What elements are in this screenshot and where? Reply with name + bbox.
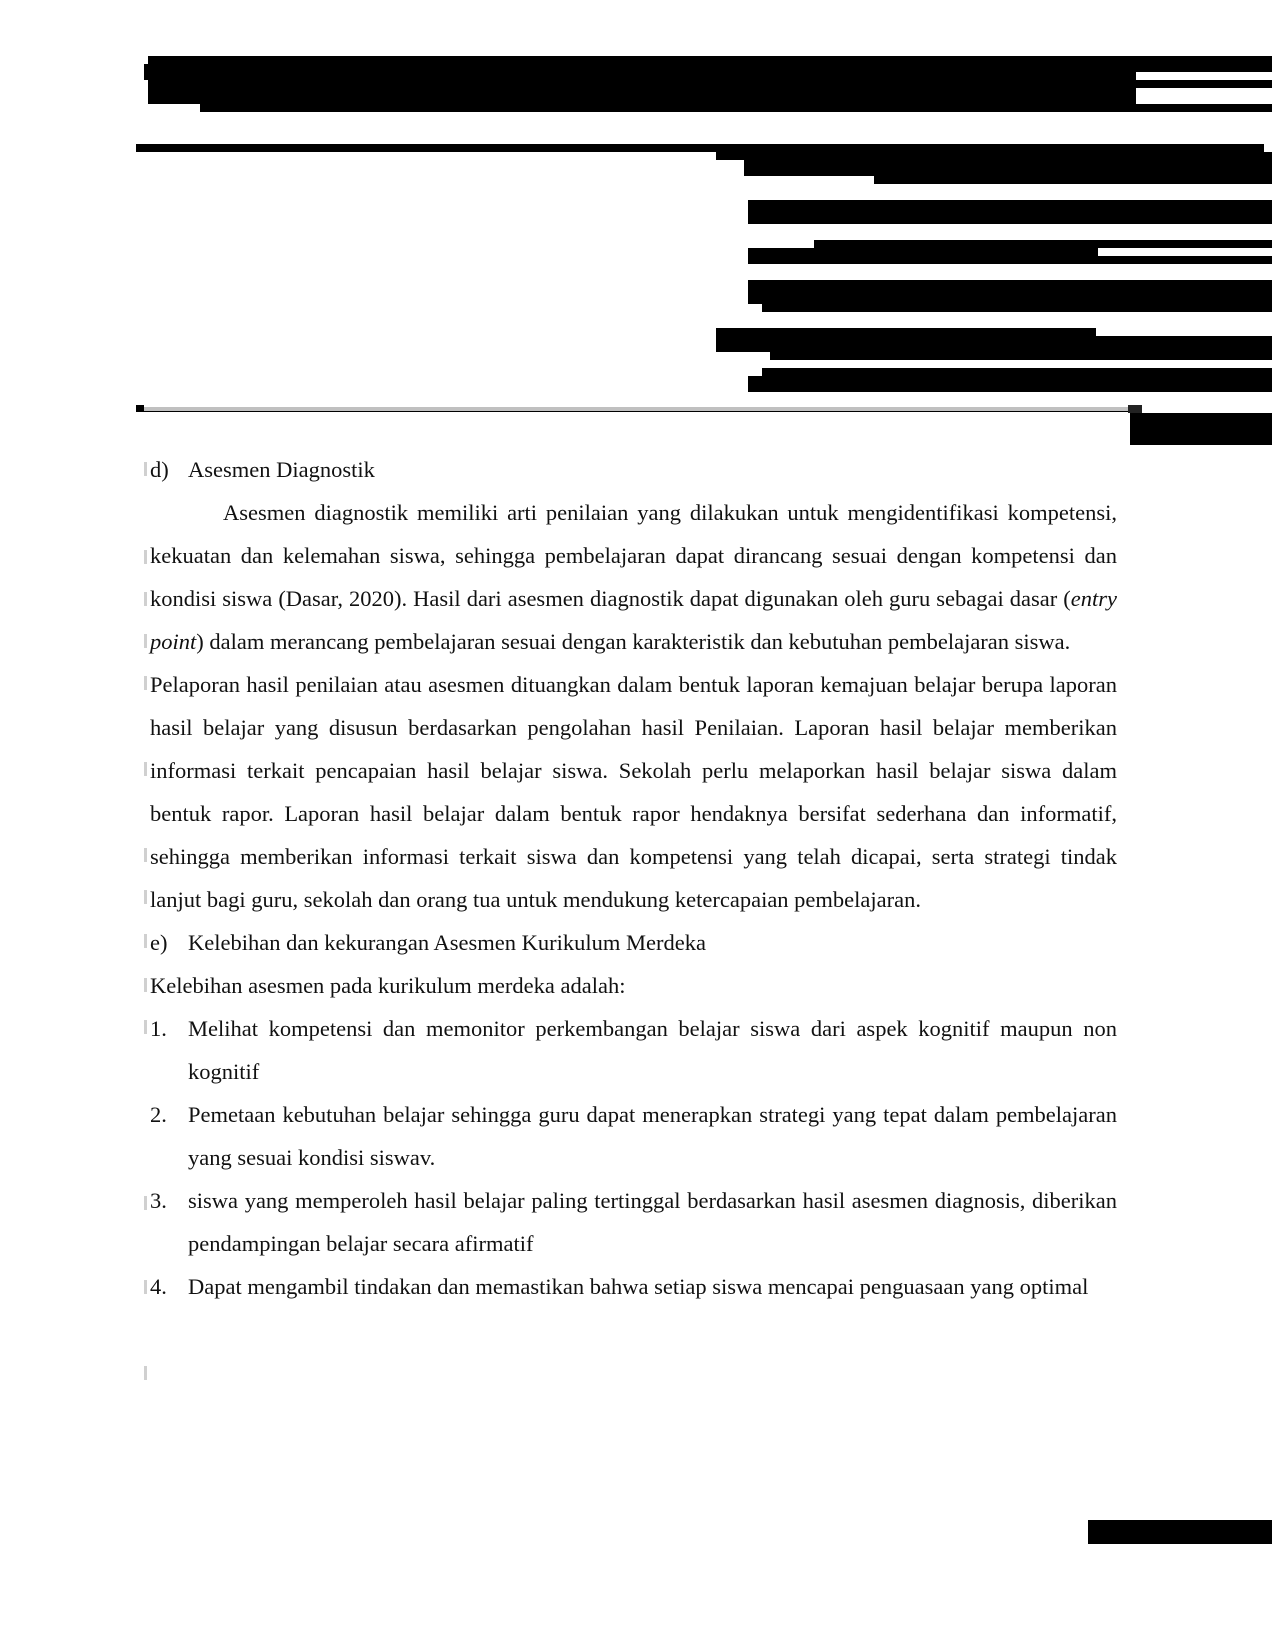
margin-marker [144, 1196, 147, 1210]
margin-marker [144, 762, 147, 776]
redacted-info-line-6 [762, 368, 1272, 376]
list-text: Pemetaan kebutuhan belajar sehingga guru dapat menerapkan strategi yang tepat dalam pembelajaran yang sesuai kondisi siswav. [188, 1102, 1117, 1170]
redacted-info-line-6b [748, 376, 1272, 392]
redacted-info-line-5b [716, 336, 1272, 352]
redaction-notch [144, 56, 148, 64]
redacted-info-line-5c [770, 352, 1272, 360]
redacted-info-line-1 [716, 152, 1272, 160]
margin-marker [144, 1280, 147, 1294]
redacted-info-line-2 [748, 200, 1272, 224]
redacted-info-line-3d [748, 256, 1272, 264]
advantage-list-item-3 [150, 1179, 1117, 1265]
section-e-title: Kelebihan dan kekurangan Asesmen Kurikulum Merdeka [188, 930, 706, 955]
margin-marker [144, 550, 147, 564]
paragraph-1-text-b: ) dalam merancang pembelajaran sesuai dengan karakteristik dan kebutuhan pembelajaran siswa. [196, 629, 1071, 654]
margin-marker [144, 890, 147, 904]
section-d-heading [150, 448, 1117, 491]
list-number: 1. [150, 1016, 167, 1041]
redaction-notch [1136, 72, 1272, 80]
redacted-info-line-5 [716, 328, 1096, 336]
margin-marker [144, 1366, 147, 1380]
list-text: siswa yang memperoleh hasil belajar paling tertinggal berdasarkan hasil asesmen diagnosis, diberikan pendampingan belajar secara afirmatif [188, 1188, 1117, 1256]
advantage-list-item-2 [150, 1093, 1117, 1179]
section-e-intro: Kelebihan asesmen pada kurikulum merdeka adalah: [150, 973, 626, 998]
header-divider-black [140, 411, 1130, 412]
divider-left-cap [136, 405, 144, 412]
redacted-info-line-4b [762, 304, 1272, 312]
redacted-footer-page-number [1088, 1520, 1272, 1544]
margin-marker [144, 1020, 147, 1034]
document-body [150, 448, 1117, 1308]
section-d-label: d) [150, 457, 169, 482]
margin-marker [144, 462, 147, 476]
section-e-heading [150, 921, 1117, 964]
section-d-paragraph-1 [150, 491, 1117, 663]
margin-marker [144, 676, 147, 690]
paragraph-1-text-a: Asesmen diagnostik memiliki arti penilaian yang dilakukan untuk mengidentifikasi kompetensi, kekuatan dan kelemahan siswa, sehingga pembelajaran dapat dirancang sesuai dengan kompetensi dan kondisi siswa (Dasar, 2020). Hasil dari asesmen diagnostik dapat digunakan oleh guru sebagai dasar ( [150, 500, 1117, 611]
section-d-title: Asesmen Diagnostik [188, 457, 375, 482]
redaction-notch [144, 104, 200, 112]
redaction-notch [1136, 88, 1272, 104]
list-text: Melihat kompetensi dan memonitor perkembangan belajar siswa dari aspek kognitif maupun non kognitif [188, 1016, 1117, 1084]
list-number: 3. [150, 1188, 167, 1213]
list-number: 4. [150, 1274, 167, 1299]
margin-marker [144, 634, 147, 648]
redacted-header-title [144, 56, 1272, 112]
redacted-info-line-1c [874, 176, 1272, 184]
redacted-page-tag [1130, 413, 1272, 445]
redacted-info-line-1b [744, 160, 1272, 176]
redacted-header-rule [136, 144, 1264, 152]
divider-right-cap [1128, 405, 1142, 413]
paragraph-1-italic-term: entry point [150, 586, 1117, 654]
redacted-info-line-4 [748, 280, 1272, 304]
list-text: Dapat mengambil tindakan dan memastikan bahwa setiap siswa mencapai penguasaan yang optimal [188, 1274, 1089, 1299]
margin-marker [144, 978, 147, 992]
margin-marker [144, 848, 147, 862]
advantage-list-item-1 [150, 1007, 1117, 1093]
margin-marker [144, 934, 147, 948]
list-number: 2. [150, 1102, 167, 1127]
section-d-paragraph-2: Pelaporan hasil penilaian atau asesmen dituangkan dalam bentuk laporan kemajuan belajar berupa laporan hasil belajar yang disusun berdasarkan pengolahan hasil Penilaian. Laporan hasil belajar memberikan informasi terkait pencapaian hasil belajar siswa. Sekolah perlu melaporkan hasil belajar siswa dalam bentuk rapor. Laporan hasil belajar dalam bentuk rapor hendaknya bersifat sederhana dan informatif, sehingga memberikan informasi terkait siswa dan kompetensi yang telah dicapai, serta strategi tindak lanjut bagi guru, sekolah dan orang tua untuk mendukung ketercapaian pembelajaran. [150, 672, 1117, 912]
section-e-label: e) [150, 930, 168, 955]
redacted-info-line-3 [814, 240, 1272, 248]
advantage-list-item-4 [150, 1265, 1117, 1308]
margin-marker [144, 592, 147, 606]
